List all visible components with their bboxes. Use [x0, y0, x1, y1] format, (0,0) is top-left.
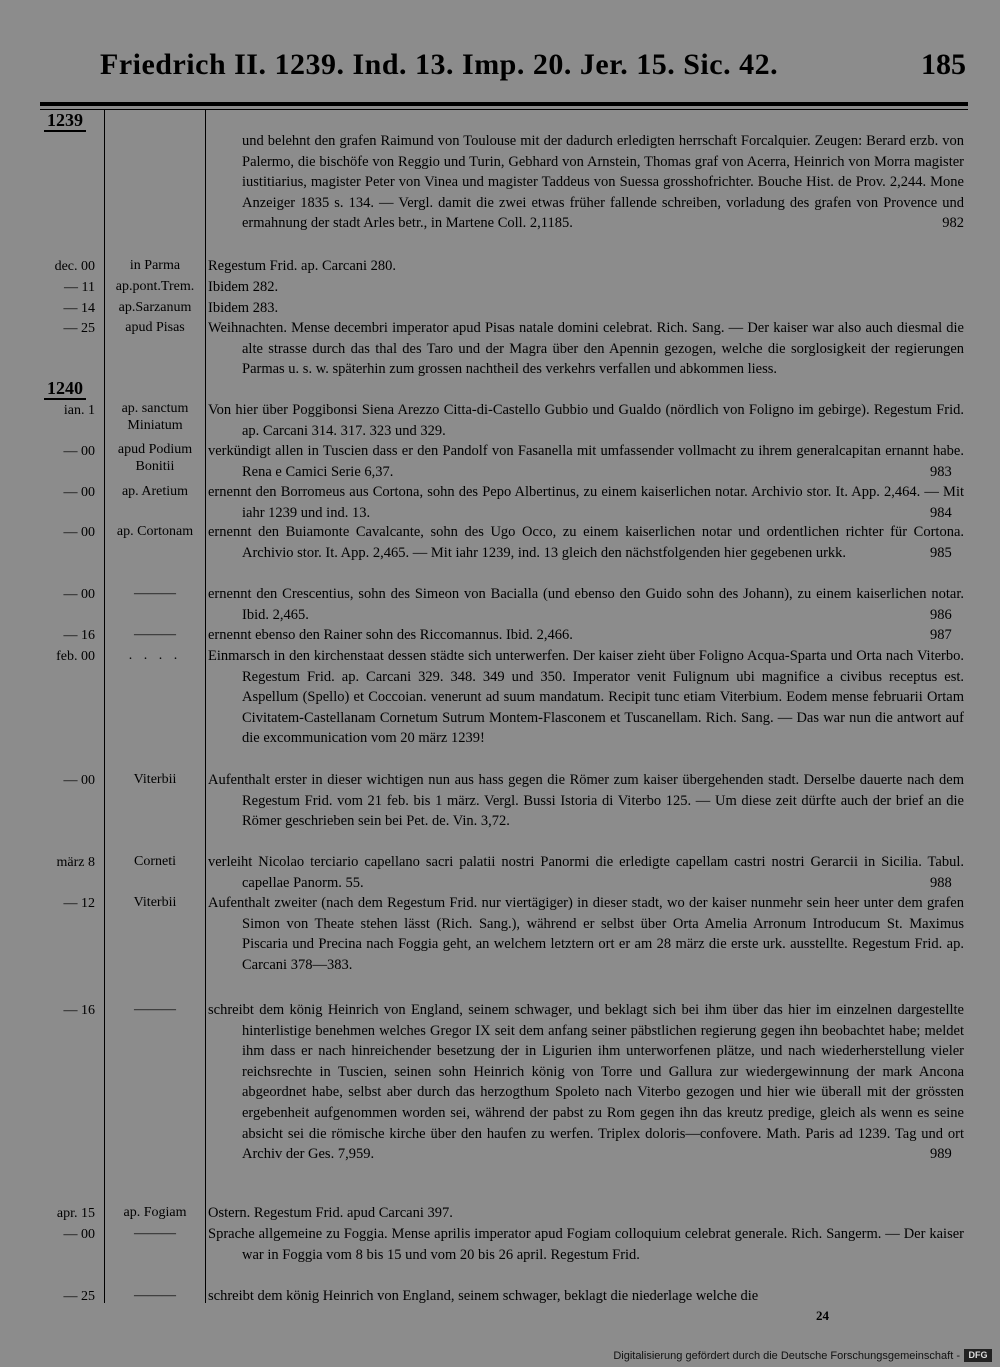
entry-body: ernennt ebenso den Rainer sohn des Riccomannus. Ibid. 2,466.: [208, 627, 573, 643]
entry-text: [208, 1224, 964, 1265]
entry-date: — 25: [63, 1289, 95, 1304]
entry-body: Sprache allgemeine zu Foggia. Mense aprilis imperator apud Fogiam colloquium celebrat generale. Rich. Sangerm. — Der kaiser war in Foggia vom 8 bis 15 und vom 20 bis 26 april. Regestum Frid.: [208, 1226, 964, 1263]
entry-text: schreibt dem könig Heinrich von England, seinem schwager, und beklagt sich bei ihm über das hier im einzelnen dargestellte hinterlistige benehmen welches Gregor IX seit dem anfang seiner päbstlichen regierung gegen ihn beobachtet habe; meldet ihm dass er nach hinreichender besetzung der in Ligurien ihm unterworfenen plätze, und nach wiederherstellung vieler reichsrechte in Tuscien, seinen sohn Heinrich könig von Torre und Gallura zur wiedergewinnung der mark Ancona abgeordnet habe, selbst aber durch das herzogthum Spoleto nach Viterbo gezogen und hier wie überall mit der grössten ergebenheit aufgenommen worden sei, während der pabst zu Rom gegen ihn das kreutz predige, gleich als wenn es seine absicht sei die römische kirche über den haufen zu werfen. Triplex doloris—confovere. Math. Paris ad 1239. Tag und ort Archiv der Ges. 7,959. 989: [208, 1002, 964, 1163]
running-title: Friedrich II. 1239. Ind. 13. Imp. 20. Jer. 15. Sic. 42.: [100, 48, 779, 81]
year-mark-1240: 1240: [44, 378, 86, 400]
entry-date: ian. 1: [63, 403, 95, 418]
intro-paragraph: [208, 131, 964, 234]
entry-date: — 16: [63, 628, 95, 643]
entry-place: in Parma: [129, 258, 181, 273]
entry-place: ap. Aretium: [121, 484, 189, 499]
entry-place: ———: [134, 627, 176, 642]
entry-text: [208, 1203, 964, 1224]
entry-text: ernennt ebenso den Rainer sohn des Riccomannus. Ibid. 2,466. 987: [208, 627, 952, 643]
column-divider-place: [205, 110, 206, 1303]
entry-text: [208, 318, 964, 380]
entry-date: apr. 15: [56, 1206, 95, 1221]
entry-place: apud Pisas: [125, 320, 185, 335]
header-rule-thin: [40, 109, 968, 110]
entry-text: [208, 298, 964, 319]
entry-text: [208, 277, 964, 298]
entry-place: Viterbii: [133, 772, 177, 787]
entry-date: — 00: [63, 525, 95, 540]
entry-text: verkündigt allen in Tuscien dass er den Pandolf von Fasanella mit umfassender vollmacht zu ihrem generalcapitan ernannt habe. Rena e Camici Serie 6,37. 983: [208, 443, 964, 480]
entry-date: — 14: [63, 301, 95, 316]
entry-date: feb. 00: [56, 649, 95, 664]
entry-body: verkündigt allen in Tuscien dass er den Pandolf von Fasanella mit umfassender vollmacht zu ihrem generalcapitan ernannt habe. Rena e Camici Serie 6,37.: [208, 443, 964, 480]
entry-body: Aufenthalt erster in dieser wichtigen nun aus hass gegen die Römer zum kaiser übergehenden stadt. Derselbe dauerte nach dem Regestum Frid. vom 21 feb. bis 1 märz. Vergl. Bussi Istoria di Viterbo 125. — Um diese zeit dürfte auch der brief an die Römer geschrieben sein bei Pet. de. Vin. 3,72.: [208, 772, 964, 830]
entry-body: Ostern. Regestum Frid. apud Carcani 397.: [208, 1205, 453, 1221]
entry-text: ernennt den Borromeus aus Cortona, sohn des Pepo Albertinus, zu einem kaiserlichen notar. Archivio stor. It. App. 2,464. — Mit iahr 1239 und ind. 13. 984: [208, 484, 964, 521]
entry-body: Ibidem 283.: [208, 300, 279, 316]
entry-text: ernennt den Crescentius, sohn des Simeon von Bacialla (und ebenso den Guido sohn des Johann), zu einem kaiserlichen notar. Ibid. 2,465. 986: [208, 586, 964, 623]
entry-place: ———: [134, 1002, 176, 1017]
year-mark-1239: 1239: [44, 110, 86, 132]
entry-body: Von hier über Poggibonsi Siena Arezzo Citta-di-Castello Gubbio und Gualdo (nördlich von Foligno im gebirge). Regestum Frid. ap. Carcani 314. 317. 323 und 329.: [208, 402, 964, 439]
entry-place: ———: [134, 586, 176, 601]
regest-number: 982: [942, 215, 964, 232]
entry-text: [208, 646, 964, 749]
page-header: [0, 48, 1000, 98]
entry-place: ap.Sarzanum: [118, 300, 192, 315]
entry-body: ernennt den Buiamonte Cavalcante, sohn des Ugo Occo, zu einem kaiserlichen notar und ordentlichen richter für Cortona. Archivio stor. It. App. 2,465. — Mit iahr 1239, ind. 13 gleich den nächstfolgenden hier gegebenen urkk.: [208, 524, 964, 561]
entry-text: [208, 1286, 964, 1307]
entry-date: — 16: [63, 1003, 95, 1018]
entry-place: ap. sanctum Miniatum: [121, 401, 189, 433]
entry-text: ernennt den Buiamonte Cavalcante, sohn des Ugo Occo, zu einem kaiserlichen notar und ordentlichen richter für Cortona. Archivio stor. It. App. 2,465. — Mit iahr 1239, ind. 13 gleich den nächstfolgenden hier gegebenen urkk. 985: [208, 524, 964, 561]
intro-text: und belehnt den grafen Raimund von Toulouse mit der dadurch erledigten herrschaft Forcalquier. Zeugen: Berard erzb. von Palermo, die bischöfe von Reggio und Turin, Gebhard von Arnstein, Thomas graf von Acerra, Heinrich von Morra magister iustitiarius, magister Peter von Vinea und magister Taddeus von Suessa grosshofrichter. Bouche Hist. de Prov. 2,244. Mone Anzeiger 1835 s. 134. — Vergl. damit die zwei etwas früher fallende schreiben, vorladung des grafen von Provence und ermahnung der stadt Arles betr., in Martene Coll. 2,1185.: [242, 133, 964, 232]
entry-body: Ibidem 282.: [208, 279, 279, 295]
page-number: 185: [921, 48, 966, 81]
entry-date: dec. 00: [54, 259, 95, 274]
entry-date: — 11: [64, 280, 95, 295]
entry-place: . . . .: [128, 648, 182, 663]
entry-date: — 00: [63, 485, 95, 500]
entry-date: — 00: [63, 444, 95, 459]
entry-date: — 00: [63, 1227, 95, 1242]
entry-body: ernennt den Borromeus aus Cortona, sohn des Pepo Albertinus, zu einem kaiserlichen notar. Archivio stor. It. App. 2,464. — Mit iahr 1239 und ind. 13.: [208, 484, 964, 521]
entry-body: Regestum Frid. ap. Carcani 280.: [208, 258, 397, 274]
digitization-footer: [0, 1346, 1000, 1367]
column-divider-date: [104, 110, 105, 1303]
entry-place: Viterbii: [133, 895, 177, 910]
entry-body: schreibt dem könig Heinrich von England, seinem schwager, und beklagt sich bei ihm über das hier im einzelnen dargestellte hinterlistige benehmen welches Gregor IX seit dem anfang seiner päbstlichen regierung gegen ihn beobachtet habe; meldet ihm dass er nach hinreichender besetzung der in Ligurien ihm unterworfenen plätze, und nach wiederherstellung vieler reichsrechte in Tuscien, seinen sohn Heinrich könig von Torre und Gallura zur wiedergewinnung der mark Ancona abgeordnet habe, selbst aber durch das herzogthum Spoleto nach Viterbo gezogen und hier wie überall mit der grössten ergebenheit aufgenommen worden sei, während der pabst zu Rom gegen ihn das kreutz predige, gleich als wenn es seine absicht sei die römische kirche über den haufen zu werfen. Triplex doloris—confovere. Math. Paris ad 1239. Tag und ort Archiv der Ges. 7,959.: [208, 1002, 964, 1163]
entry-place: ———: [134, 1226, 176, 1241]
entry-date: — 00: [63, 773, 95, 788]
signature-mark: 24: [816, 1308, 829, 1323]
dfg-logo: DFG: [964, 1349, 992, 1362]
entry-body: Weihnachten. Mense decembri imperator apud Pisas natale domini celebrat. Rich. Sang. — Der kaiser war also auch diesmal die alte strasse durch das thal des Taro und der Magra über den Apennin gezogen, welche die sorglosigkeit der regierungen Parmas u. s. w. späterhin zum grossen nachtheil des verkehrs verfallen und abkommen liess.: [208, 320, 964, 378]
entry-date: — 00: [63, 587, 95, 602]
entry-place: ap. Fogiam: [123, 1205, 187, 1220]
entry-date: — 25: [63, 321, 95, 336]
entry-text: [208, 256, 964, 277]
entry-place: apud Podium Bonitii: [117, 442, 193, 474]
entry-place: ———: [134, 1288, 176, 1303]
header-rule-thick: [40, 102, 968, 106]
entry-text: [208, 770, 964, 832]
footer-text: Digitalisierung gefördert durch die Deutsche Forschungsgemeinschaft -: [613, 1350, 960, 1362]
entry-text: [208, 400, 964, 441]
entry-place: ap.pont.Trem.: [115, 279, 195, 294]
entry-body: verleiht Nicolao terciario capellano sacri palatii nostri Panormi die erledigte capellam castri nostri Gerarcii in Sicilia. Tabul. capellae Panorm. 55.: [208, 854, 964, 891]
entry-date: märz 8: [56, 855, 95, 870]
entry-date: — 12: [63, 896, 95, 911]
entry-place: ap. Cortonam: [116, 524, 194, 539]
entry-body: ernennt den Crescentius, sohn des Simeon von Bacialla (und ebenso den Guido sohn des Johann), zu einem kaiserlichen notar. Ibid. 2,465.: [208, 586, 964, 623]
entry-text: verleiht Nicolao terciario capellano sacri palatii nostri Panormi die erledigte capellam castri nostri Gerarcii in Sicilia. Tabul. capellae Panorm. 55. 988: [208, 854, 964, 891]
entry-body: schreibt dem könig Heinrich von England, seinem schwager, beklagt die niederlage welche die: [208, 1288, 759, 1304]
entry-body: Aufenthalt zweiter (nach dem Regestum Frid. nur viertägiger) in dieser stadt, wo der kaiser nunmehr sein heer unter dem grafen Simon von Theate stehen lässt (Rich. Sang.), während er selbst über Orta Amelia Arronum Introducum St. Maximus Piscaria und Precina nach Foggia geht, an welchem letztern ort er am 28 märz die erste urk. ausstellte. Regestum Frid. ap. Carcani 378—383.: [208, 895, 964, 973]
entry-body: Einmarsch in den kirchenstaat dessen städte sich unterwerfen. Der kaiser zieht über Foligno Acqua-Sparta und Orta nach Viterbo. Regestum Frid. ap. Carcani 329. 348. 349 und 350. Imperator venit Fulignum ubi magnifice a civibus receptus est. Aspellum (Spello) et Coccoian. venerunt ad suum mandatum. Recipit tunc etiam Viterbium. Eodem mense februarii Ortam Civitatem-Castellanam Cornetum Sutrum Montem-Flasconem et Tuscanellam. Rich. Sang. — Das war nun die antwort auf die excommunication vom 20 märz 1239!: [208, 648, 964, 747]
entry-text: [208, 893, 964, 975]
entry-place: Corneti: [134, 854, 176, 869]
